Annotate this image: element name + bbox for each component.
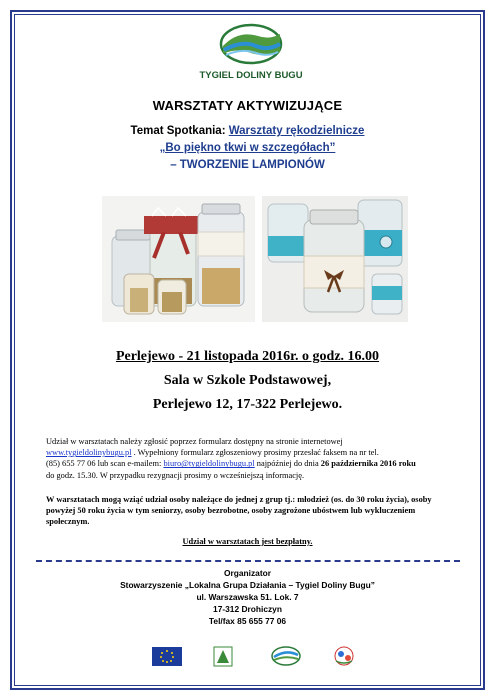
organizer-street: ul. Warszawska 51. Lok. 7 [196, 592, 299, 602]
registration-paragraph: Udział w warsztatach należy zgłosić poprzez formularz dostępny na stronie internetowej www.tygieldolinybugu.pl . Wypełniony formularz zgłoszeniowy prosimy przesłać faksem na nr tel. (85) 655 77 06 lub scan e-mailem: biuro@tygieldolinybugu.pl najpóźniej do dnia 26 października 2016 roku do godz. 15.30. W przypadku rezygnacji prosimy o wcześniejszą informację. [46, 437, 416, 480]
event-address: Perlejewo 12, 17-322 Perlejewo. [152, 397, 343, 412]
email-link[interactable]: biuro@tygieldolinybugu.pl [163, 459, 255, 469]
prow-logo [335, 647, 353, 665]
topic-line [0, 125, 495, 137]
website-link[interactable]: www.tygieldolinybugu.pl [46, 448, 132, 458]
organizer-heading: Organizator [224, 568, 271, 578]
eu-flag-logo [152, 647, 182, 666]
topic-prefix: Temat Spotkania: [130, 125, 229, 137]
logo-text: TYGIEL DOLINY BUGU [199, 70, 303, 81]
event-venue: Sala w Szkole Podstawowej, [163, 373, 332, 388]
eligibility-paragraph: W warsztatach mogą wziąć udział osoby należące do jednej z grup tj.: młodzież (os. do 30 roku życia), osoby powyżej 50 roku życia w tym seniorzy, osoby bezrobotne, osoby zagrożone ubóstwem lub wykluczeniem społecznym. [46, 495, 432, 527]
jars-photo-right [262, 196, 408, 322]
organizer-city: 17-312 Drohiczyn [213, 604, 282, 614]
section-divider [36, 560, 460, 562]
organizer-phone: Tel/fax 85 655 77 06 [208, 616, 287, 626]
leader-logo [214, 647, 232, 666]
event-date: Perlejewo - 21 listopada 2016r. o godz. 16.00 [115, 349, 380, 364]
deadline-date: 26 października 2016 [320, 459, 397, 469]
page-title: WARSZTATY AKTYWIZUJĄCE [152, 98, 343, 113]
topic-subtitle: – TWORZENIE LAMPIONÓW [170, 159, 325, 171]
topic-name: Warsztaty rękodzielnicze [228, 125, 365, 137]
jars-photo-left [102, 196, 255, 322]
organizer-name: Stowarzyszenie „Lokalna Grupa Działania – Tygiel Doliny Bugu” [120, 580, 375, 590]
tygiel-doliny-bugu-logo [199, 22, 303, 84]
topic-quote: „Bo piękno tkwi w szczegółach” [159, 142, 336, 154]
sponsor-logos [150, 645, 362, 667]
lgd-logo [272, 647, 300, 665]
free-participation-note: Udział w warsztatach jest bezpłatny. [182, 537, 313, 546]
